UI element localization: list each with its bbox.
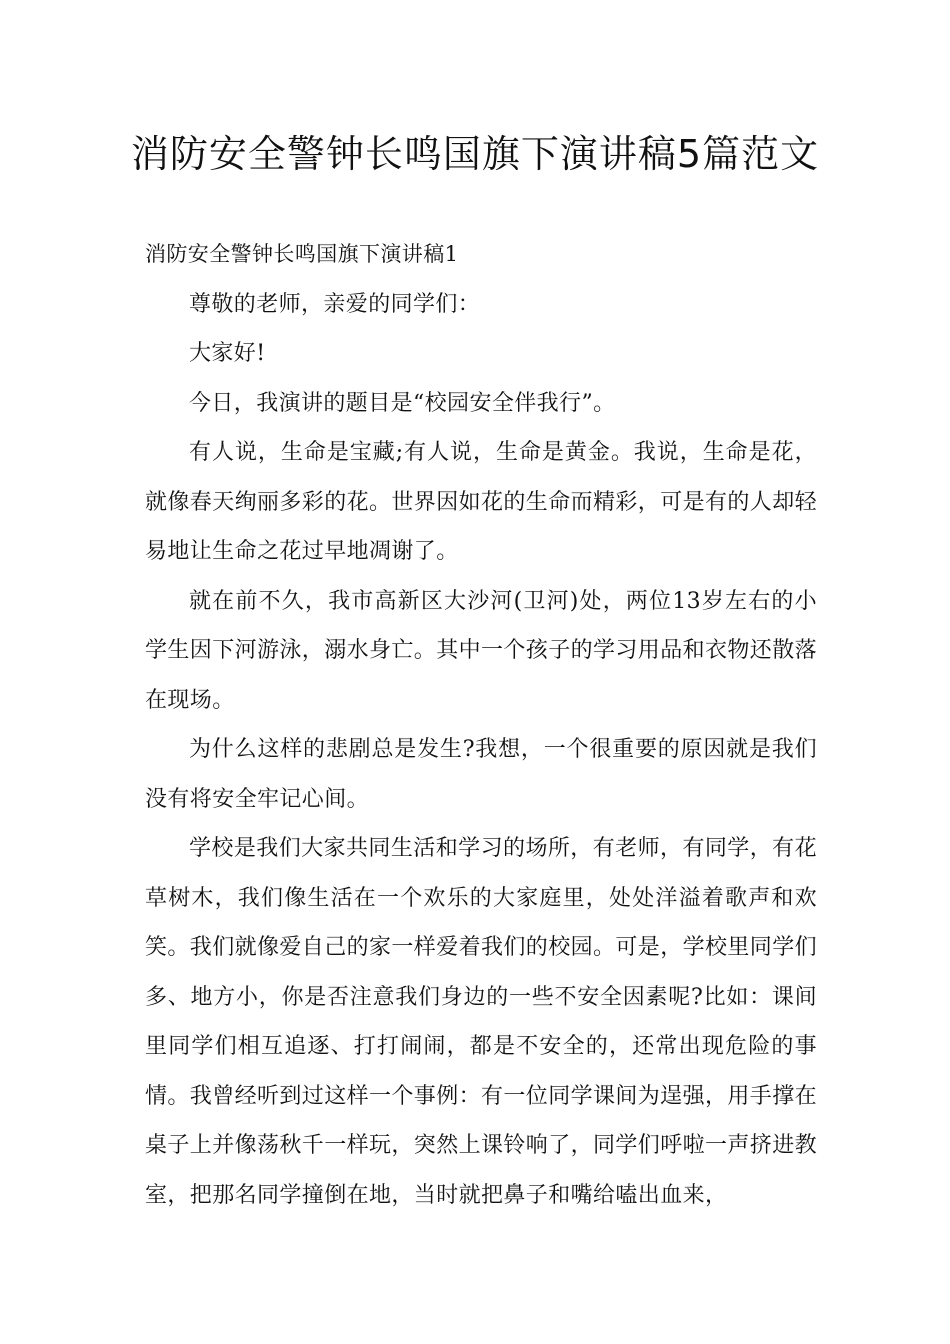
section-heading: 消防安全警钟长鸣国旗下演讲稿1 — [145, 242, 459, 266]
paragraph-school: 学校是我们大家共同生活和学习的场所，有老师，有同学，有花草树木，我们像生活在一个欢乐的大家庭里，处处洋溢着歌声和欢笑。我们就像爱自己的家一样爱着我们的校园。可是，学校里同学们多、地方小，你是否注意我们身边的一些不安全因素呢?比如：课间里同学们相互追逐、打打闹闹，都是不安全的，还常出现危险的事情。我曾经听到过这样一个事例：有一位同学课间为逞强，用手撑在桌子上并像荡秋千一样玩，突然上课铃响了，同学们呼啦一声挤进教室，把那名同学撞倒在地，当时就把鼻子和嘴给嗑出血来， — [145, 836, 818, 1208]
paragraph-incident: 就在前不久，我市高新区大沙河(卫河)处，两位13岁左右的小学生因下河游泳，溺水身亡。其中一个孩子的学习用品和衣物还散落在现场。 — [145, 588, 818, 713]
paragraph-topic: 今日，我演讲的题目是“校园安全伴我行”。 — [189, 390, 616, 416]
paragraph-reason: 为什么这样的悲剧总是发生?我想，一个很重要的原因就是我们没有将安全牢记心间。 — [145, 737, 817, 812]
paragraph-greeting: 尊敬的老师，亲爱的同学们： — [189, 291, 481, 317]
paragraph-life: 有人说，生命是宝藏;有人说，生命是黄金。我说，生命是花，就像春天绚丽多彩的花。世界因如花的生命而精彩，可是有的人却轻易地让生命之花过早地凋谢了。 — [145, 440, 818, 564]
document-title: 消防安全警钟长鸣国旗下演讲稿5篇范文 — [130, 132, 820, 176]
document-body — [145, 230, 817, 1220]
paragraph-hello: 大家好! — [189, 341, 266, 366]
